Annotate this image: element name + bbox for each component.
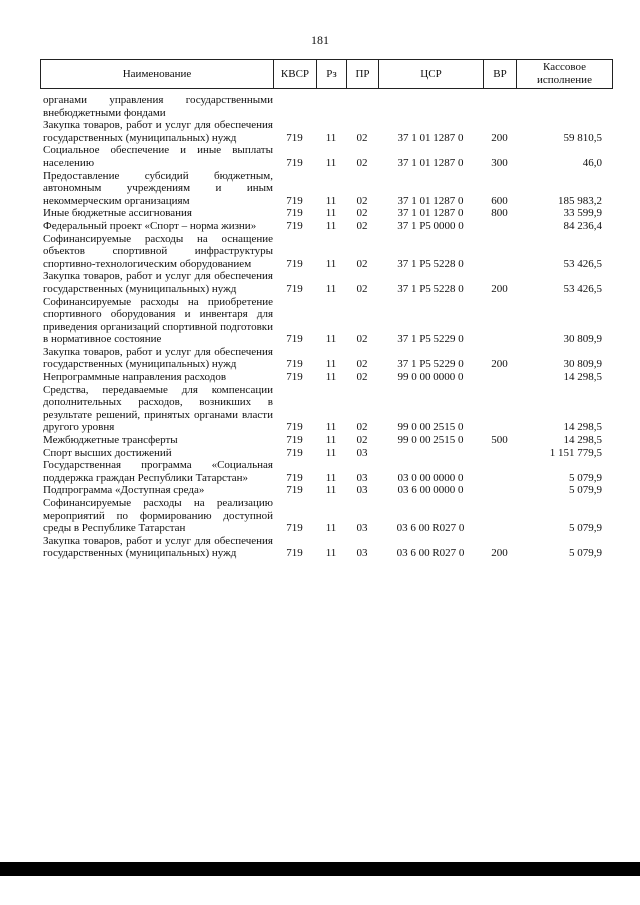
table-row <box>40 296 612 346</box>
row-pr: 02 <box>356 358 368 371</box>
row-vr: 200 <box>491 547 508 560</box>
table-row <box>40 270 612 295</box>
row-rz: 11 <box>325 194 337 207</box>
row-csr: 03 6 00 0000 0 <box>397 484 464 497</box>
row-vr: 300 <box>491 156 508 169</box>
row-csr: 03 6 00 R027 0 <box>396 522 465 535</box>
row-csr: 37 1 01 1287 0 <box>397 194 464 207</box>
row-vr: 800 <box>491 207 508 220</box>
row-sum: 46,0 <box>582 156 602 169</box>
header-csr: ЦСР <box>379 60 484 89</box>
table-row <box>40 207 612 220</box>
row-rz: 11 <box>325 219 337 232</box>
table-row <box>40 459 612 484</box>
row-kvsr: 719 <box>286 547 303 560</box>
row-name: Спорт высших достижений <box>43 446 172 459</box>
row-sum: 14 298,5 <box>563 371 602 384</box>
row-sum: 5 079,9 <box>569 484 602 497</box>
row-name: Средства, передаваемые для компенсации дополнительных расходов, возникших в результате решений, принятых органами власти другого уровня <box>43 383 273 434</box>
row-pr: 02 <box>356 207 368 220</box>
row-name: Подпрограмма «Доступная среда» <box>43 484 205 497</box>
row-csr: 37 1 P5 5228 0 <box>397 282 464 295</box>
row-kvsr: 719 <box>286 333 303 346</box>
row-kvsr: 719 <box>286 282 303 295</box>
row-csr: 99 0 00 0000 0 <box>397 371 464 384</box>
row-pr: 02 <box>356 282 368 295</box>
row-kvsr: 719 <box>286 371 303 384</box>
row-sum: 185 983,2 <box>558 194 602 207</box>
row-name: Предоставление субсидий бюджетным, автономным учреждениям и иным некоммерческим организациям <box>43 169 273 207</box>
row-sum: 14 298,5 <box>563 421 602 434</box>
row-vr: 200 <box>491 282 508 295</box>
row-name: Закупка товаров, работ и услуг для обеспечения государственных (муниципальных) нужд <box>43 270 273 295</box>
row-kvsr: 719 <box>286 207 303 220</box>
row-sum: 53 426,5 <box>563 282 602 295</box>
row-kvsr: 719 <box>286 484 303 497</box>
table-row <box>40 535 612 560</box>
row-vr: 500 <box>491 434 508 447</box>
row-kvsr: 719 <box>286 471 303 484</box>
row-csr: 99 0 00 2515 0 <box>397 421 464 434</box>
row-sum: 1 151 779,5 <box>549 446 602 459</box>
row-name: Закупка товаров, работ и услуг для обеспечения государственных (муниципальных) нужд <box>43 119 273 144</box>
row-pr: 02 <box>356 421 368 434</box>
row-name: Софинансируемые расходы на реализацию мероприятий по формированию доступной среды в Республике Татарстан <box>43 497 273 535</box>
row-sum: 5 079,9 <box>569 522 602 535</box>
row-pr: 03 <box>356 471 368 484</box>
header-name: Наименование <box>41 60 274 89</box>
row-pr: 02 <box>356 333 368 346</box>
header-sum-line2: исполнение <box>537 74 592 86</box>
table-header <box>40 59 613 89</box>
row-name: Федеральный проект «Спорт – норма жизни» <box>43 219 257 232</box>
row-name: Закупка товаров, работ и услуг для обеспечения государственных (муниципальных) нужд <box>43 534 273 560</box>
row-kvsr: 719 <box>286 421 303 434</box>
page-number: 181 <box>311 33 329 47</box>
row-kvsr: 719 <box>286 131 303 144</box>
table-row <box>40 384 612 434</box>
row-sum: 30 809,9 <box>563 333 602 346</box>
row-pr: 03 <box>356 547 368 560</box>
table-row <box>40 144 612 169</box>
table-row <box>40 497 612 535</box>
row-csr: 37 1 P5 5228 0 <box>397 257 464 270</box>
table-row <box>40 346 612 371</box>
row-pr: 03 <box>356 484 368 497</box>
table-row <box>40 170 612 208</box>
row-kvsr: 719 <box>286 156 303 169</box>
row-vr: 200 <box>491 131 508 144</box>
row-rz: 11 <box>325 333 337 346</box>
row-rz: 11 <box>325 207 337 220</box>
row-sum: 14 298,5 <box>563 434 602 447</box>
row-kvsr: 719 <box>286 434 303 447</box>
row-kvsr: 719 <box>286 446 303 459</box>
row-kvsr: 719 <box>286 522 303 535</box>
row-csr: 03 6 00 R027 0 <box>396 547 465 560</box>
row-name: Софинансируемые расходы на приобретение спортивного оборудования и инвентаря для приведения организаций спортивной подготовки в нормативное состояние <box>43 295 273 346</box>
header-rz: Рз <box>317 60 347 89</box>
row-kvsr: 719 <box>286 194 303 207</box>
header-pr: ПР <box>347 60 379 89</box>
row-kvsr: 719 <box>286 219 303 232</box>
row-pr: 03 <box>356 522 368 535</box>
row-name: Непрограммные направления расходов <box>43 371 227 384</box>
row-pr: 02 <box>356 194 368 207</box>
row-sum: 53 426,5 <box>563 257 602 270</box>
row-name: Государственная программа «Социальная поддержка граждан Республики Татарстан» <box>43 459 273 484</box>
table-row <box>40 119 612 144</box>
table-row <box>40 220 612 233</box>
row-pr: 02 <box>356 257 368 270</box>
row-csr: 37 1 P5 5229 0 <box>397 358 464 371</box>
row-pr: 02 <box>356 371 368 384</box>
row-pr: 02 <box>356 156 368 169</box>
row-sum: 5 079,9 <box>569 471 602 484</box>
row-name: Закупка товаров, работ и услуг для обеспечения государственных (муниципальных) нужд <box>43 345 273 371</box>
row-sum: 33 599,9 <box>563 207 602 220</box>
row-rz: 11 <box>325 156 337 169</box>
header-kvsr: КВСР <box>274 60 317 89</box>
row-pr: 02 <box>356 434 368 447</box>
row-rz: 11 <box>325 421 337 434</box>
table-row <box>40 434 612 447</box>
row-csr: 03 0 00 0000 0 <box>397 471 464 484</box>
header-sum <box>517 60 613 89</box>
row-name: Межбюджетные трансферты <box>43 434 178 447</box>
row-rz: 11 <box>325 282 337 295</box>
header-sum-line1: Кассовое <box>543 61 586 73</box>
table-row <box>40 233 612 271</box>
row-name: Софинансируемые расходы на оснащение объектов спортивной инфраструктуры спортивно-технологическим оборудованием <box>43 232 273 270</box>
table-row <box>40 94 612 119</box>
row-rz: 11 <box>325 358 337 371</box>
row-sum: 30 809,9 <box>563 358 602 371</box>
row-csr: 37 1 01 1287 0 <box>397 156 464 169</box>
header-vr: ВР <box>484 60 517 89</box>
table-row <box>40 484 612 497</box>
row-rz: 11 <box>325 522 337 535</box>
row-csr: 37 1 P5 0000 0 <box>397 219 464 232</box>
row-vr: 600 <box>491 194 508 207</box>
row-rz: 11 <box>325 471 337 484</box>
table-row <box>40 447 612 460</box>
row-rz: 11 <box>325 446 337 459</box>
row-csr: 37 1 01 1287 0 <box>397 207 464 220</box>
row-vr: 200 <box>491 358 508 371</box>
table-body <box>40 94 612 560</box>
row-pr: 02 <box>356 219 368 232</box>
row-kvsr: 719 <box>286 358 303 371</box>
row-sum: 59 810,5 <box>563 131 602 144</box>
row-rz: 11 <box>325 257 337 270</box>
row-sum: 84 236,4 <box>563 219 602 232</box>
table-row <box>40 371 612 384</box>
row-name: Иные бюджетные ассигнования <box>43 207 192 220</box>
row-rz: 11 <box>325 131 337 144</box>
row-rz: 11 <box>325 547 337 560</box>
row-name: Социальное обеспечение и иные выплаты населению <box>43 144 273 169</box>
row-rz: 11 <box>325 484 337 497</box>
row-csr: 99 0 00 2515 0 <box>397 434 464 447</box>
row-pr: 03 <box>356 446 368 459</box>
row-rz: 11 <box>325 371 337 384</box>
row-csr: 37 1 P5 5229 0 <box>397 333 464 346</box>
row-sum: 5 079,9 <box>569 547 602 560</box>
row-name: органами управления государственными внебюджетными фондами <box>43 94 273 119</box>
row-csr: 37 1 01 1287 0 <box>397 131 464 144</box>
row-pr: 02 <box>356 131 368 144</box>
scan-bottom-edge <box>0 862 640 876</box>
row-rz: 11 <box>325 434 337 447</box>
row-kvsr: 719 <box>286 257 303 270</box>
